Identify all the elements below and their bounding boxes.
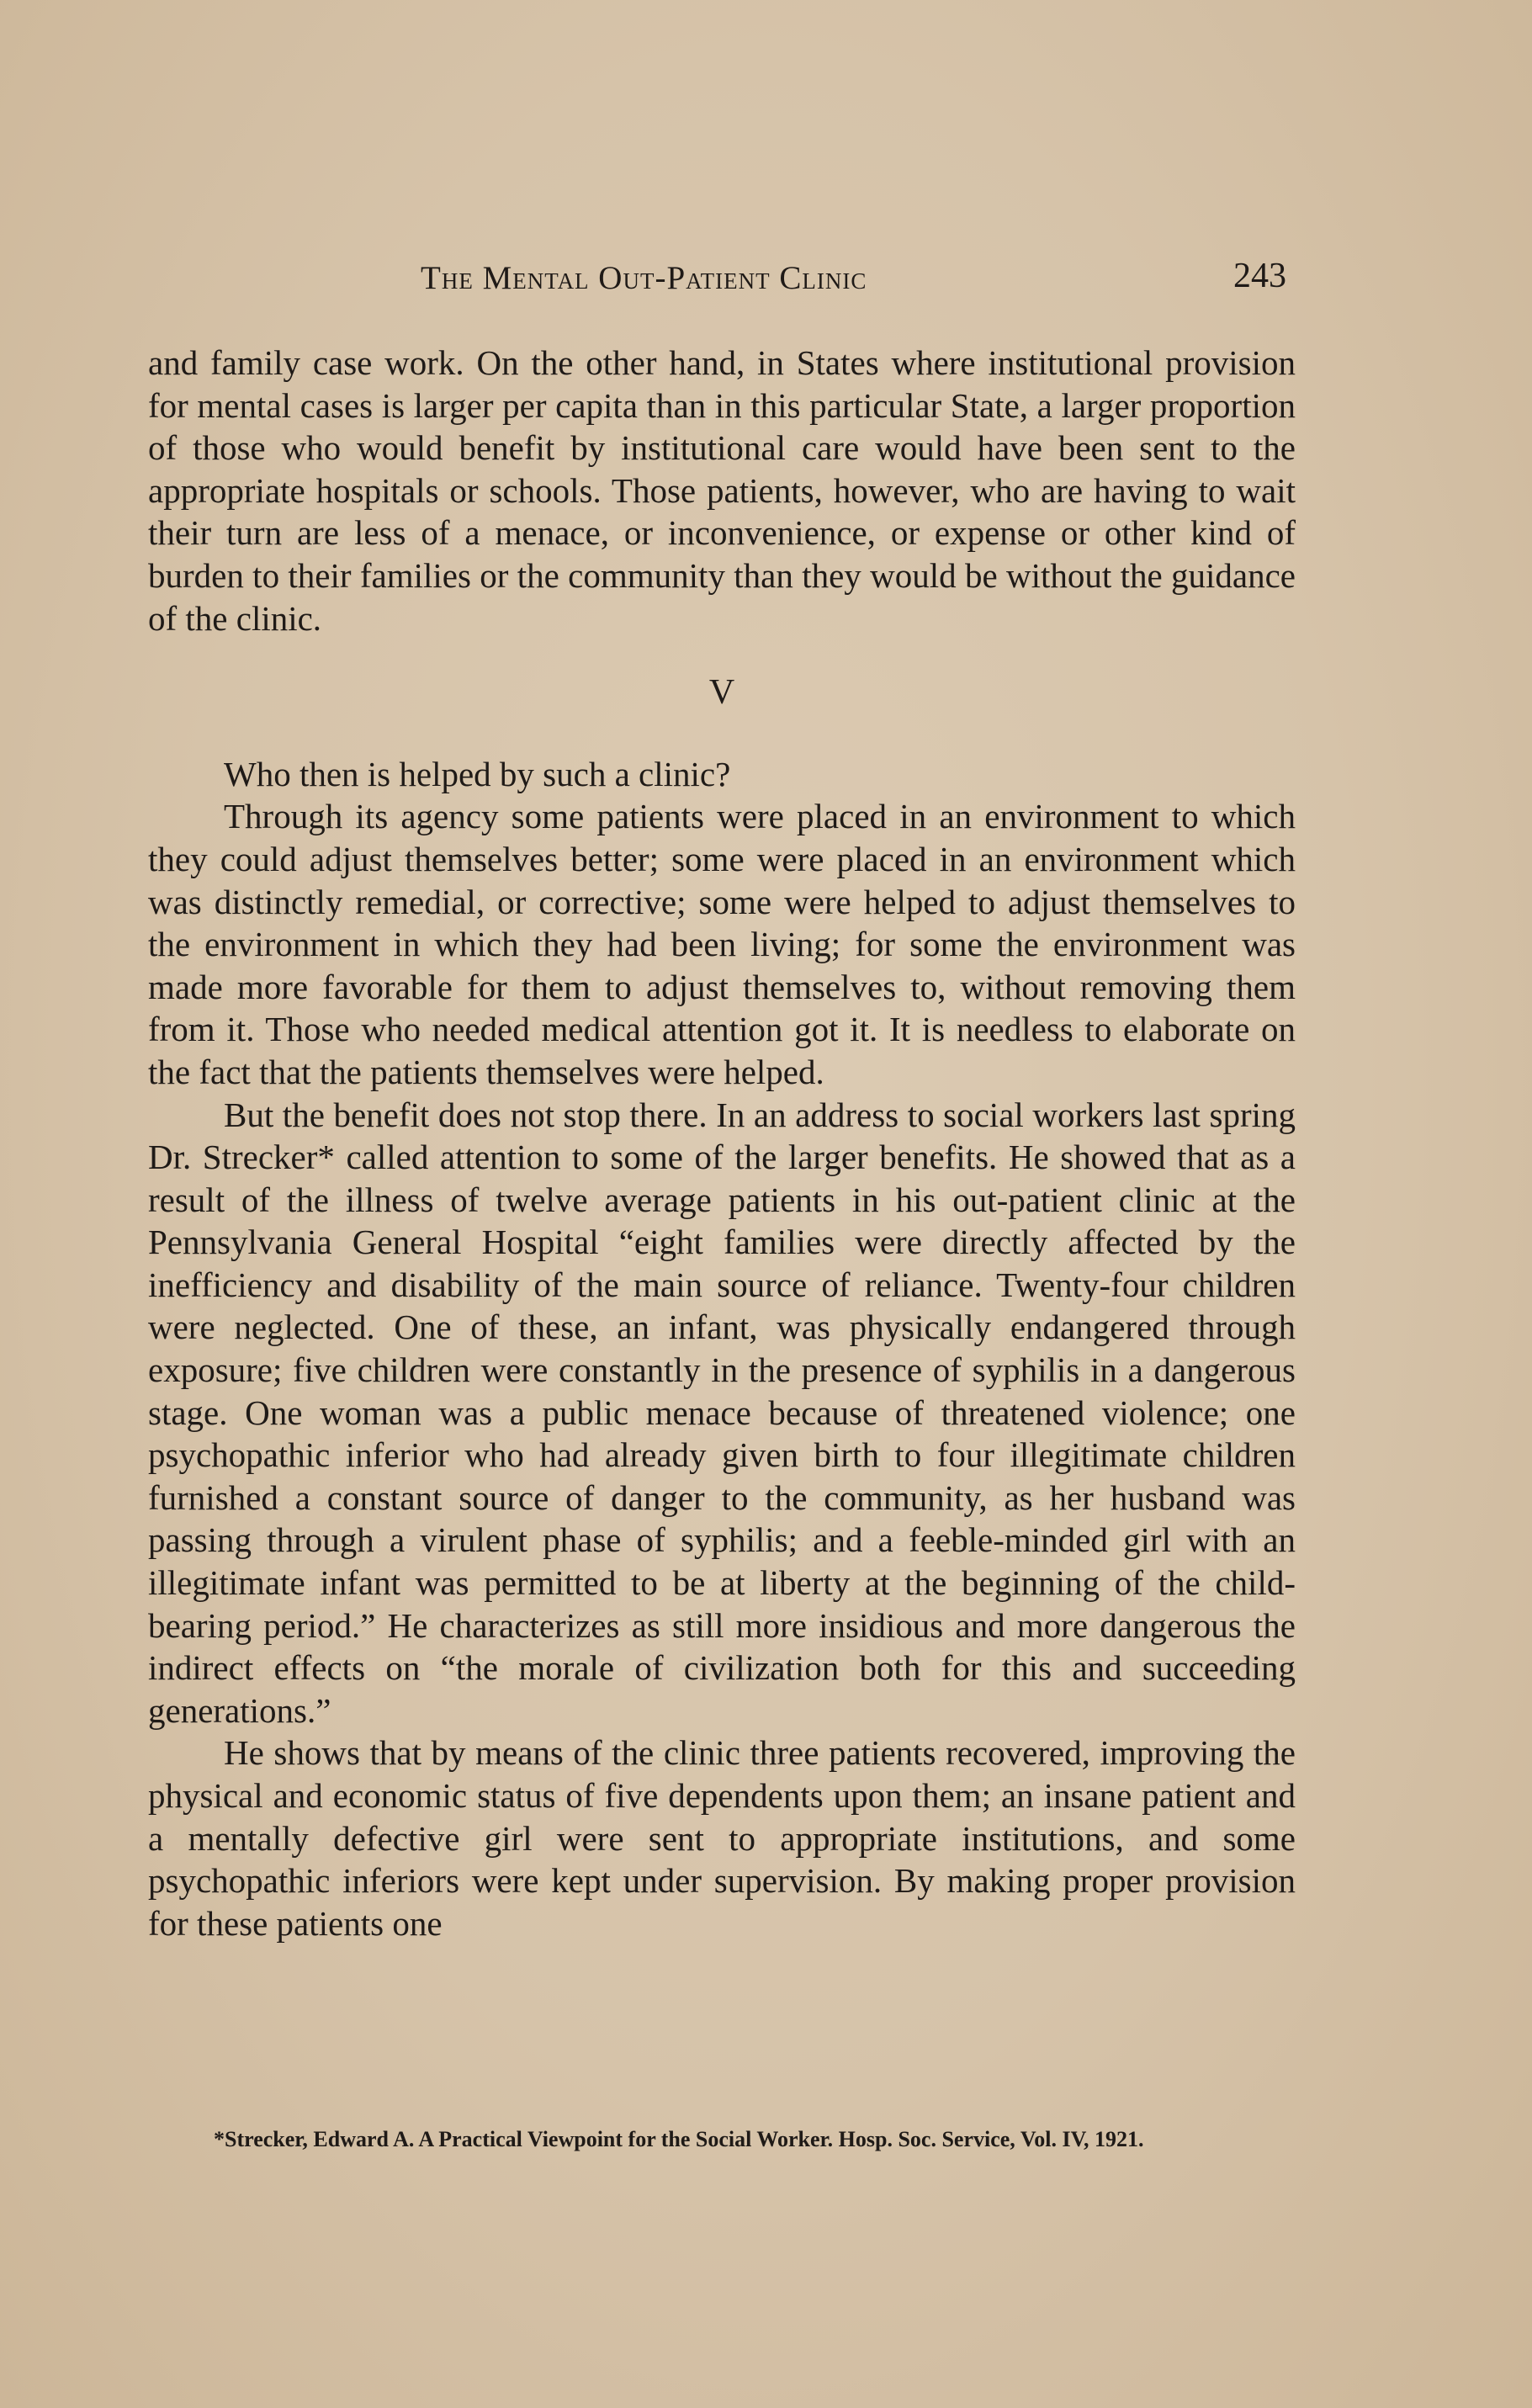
running-head-title: The Mental Out-Patient Clinic bbox=[421, 260, 867, 296]
paragraph-question: Who then is helped by such a clinic? bbox=[224, 754, 731, 793]
paragraph-agency: Through its agency some patients were placed in an environment to which they could adjust themselves better; some were placed in an environment which was distinctly remedial, or corrective; some were helped to adjust themselves to the environment in which they had been living; for some the environment was made more favorable for them to adjust themselves to, without removing them from it. Those who needed medical attention got it. It is needless to elaborate on the fact that the patients themselves were helped. bbox=[148, 797, 1296, 1091]
section-heading: V bbox=[708, 673, 735, 713]
paragraph-recovery: He shows that by means of the clinic three patients recovered, improving the physical and economic status of five dependents upon them; an insane patient and a mentally defective girl were sent to appropriate institutions, and some psychopathic inferiors were kept under supervision. By making proper provision for these patients one bbox=[148, 1733, 1296, 1943]
paragraph-benefit: But the benefit does not stop there. In an address to social workers last spring Dr. Strecker* called attention to some of the larger benefits. He showed that as a result of the illness of twelve average patients in his out-patient clinic at the Pennsylvania General Hospital “eight families were directly affected by the inefficiency and disability of the main source of reliance. Twenty-four children were neglected. One of these, an infant, was physically endangered through exposure; five children were constantly in the presence of syphilis in a dangerous stage. One woman was a public menace because of threatened violence; one psychopathic inferior who had already given birth to four illegitimate children furnished a constant source of danger to the community, as her husband was passing through a virulent phase of syphilis; and a feeble-minded girl with an illegitimate infant was permitted to be at liberty at the beginning of the child-bearing period.” He characterizes as still more insidious and more dangerous the indirect effects on “the morale of civilization both for this and succeeding generations.” bbox=[148, 1095, 1296, 1730]
page-number: 243 bbox=[1233, 257, 1286, 295]
body-text bbox=[148, 342, 1296, 1944]
footnote: *Strecker, Edward A. A Practical Viewpoint for the Social Worker. Hosp. Soc. Service, Vol. IV, 1921. bbox=[214, 2127, 1144, 2151]
paragraph-continuation: and family case work. On the other hand, in States where institutional provision for mental cases is larger per capita than in this particular State, a larger proportion of those who would benefit by institutional care would have been sent to the appropriate hospitals or schools. Those patients, however, who are having to wait their turn are less of a menace, or inconvenience, or expense or other kind of burden to their families or the community than they would be without the guidance of the clinic. bbox=[148, 343, 1296, 638]
